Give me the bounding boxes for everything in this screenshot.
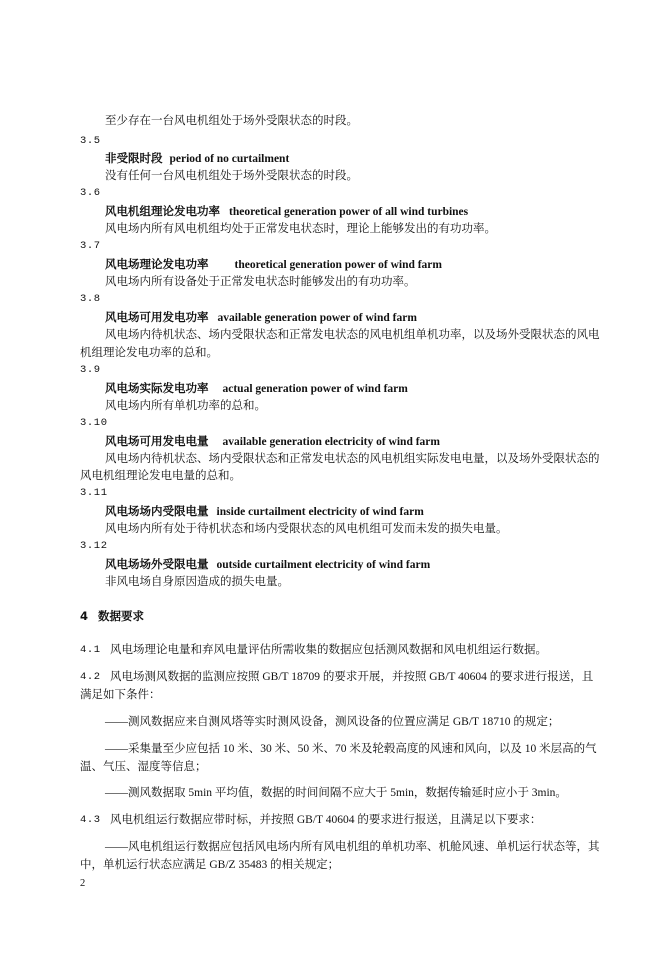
definition-term [105,309,417,326]
definition-term [105,433,440,450]
definition-number: 3.12 [80,540,108,552]
term-en: outside curtailment electricity of wind farm [216,559,431,571]
definition-term [105,150,289,167]
definition-body: 风电场内所有处于待机状态和场内受限状态的风电机组可发而未发的损失电量。 [105,523,508,535]
term-zh: 风电场可用发电电量 [105,434,209,448]
term-en: period of no curtailment [169,153,290,165]
definition-term [105,503,424,520]
term-zh: 风电场实际发电功率 [105,381,209,395]
term-en: inside curtailment electricity of wind farm [216,506,424,518]
definition-number: 3.5 [80,135,101,147]
term-en: theoretical generation power of wind farm [234,259,442,271]
clause-text: 风电机组运行数据应带时标，并按照 GB/T 40604 的要求进行报送，且满足以下要求： [110,814,542,826]
definition-number: 3.6 [80,187,101,199]
definition-term [105,203,468,220]
definition-number: 3.10 [80,417,108,429]
definition-body: 风电场内所有设备处于正常发电状态时能够发出的有功功率。 [105,276,416,288]
definition-body: 风电场内待机状态、场内受限状态和正常发电状态的风电机组实际发电电量，以及场外受限状态的 [105,453,600,465]
clause-text: 风电场测风数据的监测应按照 GB/T 18709 的要求开展，并按照 GB/T 40604 的要求进行报送，且 [110,671,594,683]
term-zh: 风电场可用发电功率 [105,310,209,324]
clause-number: 4.2 [80,671,101,683]
section-number: 4 [80,609,89,623]
definition-number: 3.11 [80,487,108,499]
term-zh: 风电场场内受限电量 [105,504,209,518]
list-item: ——采集量至少应包括 10 米、30 米、50 米、70 米及轮毂高度的风速和风向，以及 10 米层高的气 [105,743,597,755]
term-en: available generation electricity of wind farm [222,436,440,448]
definition-body: 非风电场自身原因造成的损失电量。 [105,576,289,588]
term-en: theoretical generation power of all wind turbines [229,206,469,218]
term-zh: 非受限时段 [105,151,163,165]
definition-term [105,556,430,573]
definition-number: 3.7 [80,240,101,252]
definition-body: 没有任何一台风电机组处于场外受限状态的时段。 [105,170,358,182]
clause-text: 风电场理论电量和弃风电量评估所需收集的数据应包括测风数据和风电机组运行数据。 [110,644,547,656]
definition-body: 风电场内待机状态、场内受限状态和正常发电状态的风电机组单机功率，以及场外受限状态的风电 [105,329,600,341]
term-zh: 风电机组理论发电功率 [105,204,220,218]
definition-term [105,380,408,397]
list-item: 温、气压、湿度等信息； [80,761,207,773]
carryover-text: 至少存在一台风电机组处于场外受限状态的时段。 [105,115,358,127]
definition-body: 机组理论发电功率的总和。 [80,347,218,359]
term-en: available generation power of wind farm [217,312,417,324]
list-item: ——测风数据应来自测风塔等实时测风设备，测风设备的位置应满足 GB/T 18710 的规定； [105,716,560,728]
term-zh: 风电场场外受限电量 [105,557,209,571]
list-item: 中，单机运行状态应满足 GB/Z 35483 的相关规定； [80,859,340,871]
section-title: 数据要求 [98,609,144,623]
term-zh: 风电场理论发电功率 [105,257,209,271]
definition-body: 风电场内所有风电机组均处于正常发电状态时，理论上能够发出的有功功率。 [105,223,496,235]
list-item: ——风电机组运行数据应包括风电场内所有风电机组的单机功率、机舱风速、单机运行状态等，其 [105,841,600,853]
clause-text: 满足如下条件： [80,689,161,701]
list-item: ——测风数据取 5min 平均值，数据的时间间隔不应大于 5min，数据传输延时应小于 3min。 [105,787,567,799]
definition-number: 3.8 [80,293,101,305]
definition-number: 3.9 [80,364,101,376]
definition-body: 风电场内所有单机功率的总和。 [105,400,266,412]
term-en: actual generation power of wind farm [222,383,408,395]
clause-number: 4.1 [80,644,101,656]
definition-term [105,256,442,273]
definition-body: 风电机组理论发电电量的总和。 [80,470,241,482]
clause-number: 4.3 [80,814,101,826]
page-number: 2 [80,878,86,889]
